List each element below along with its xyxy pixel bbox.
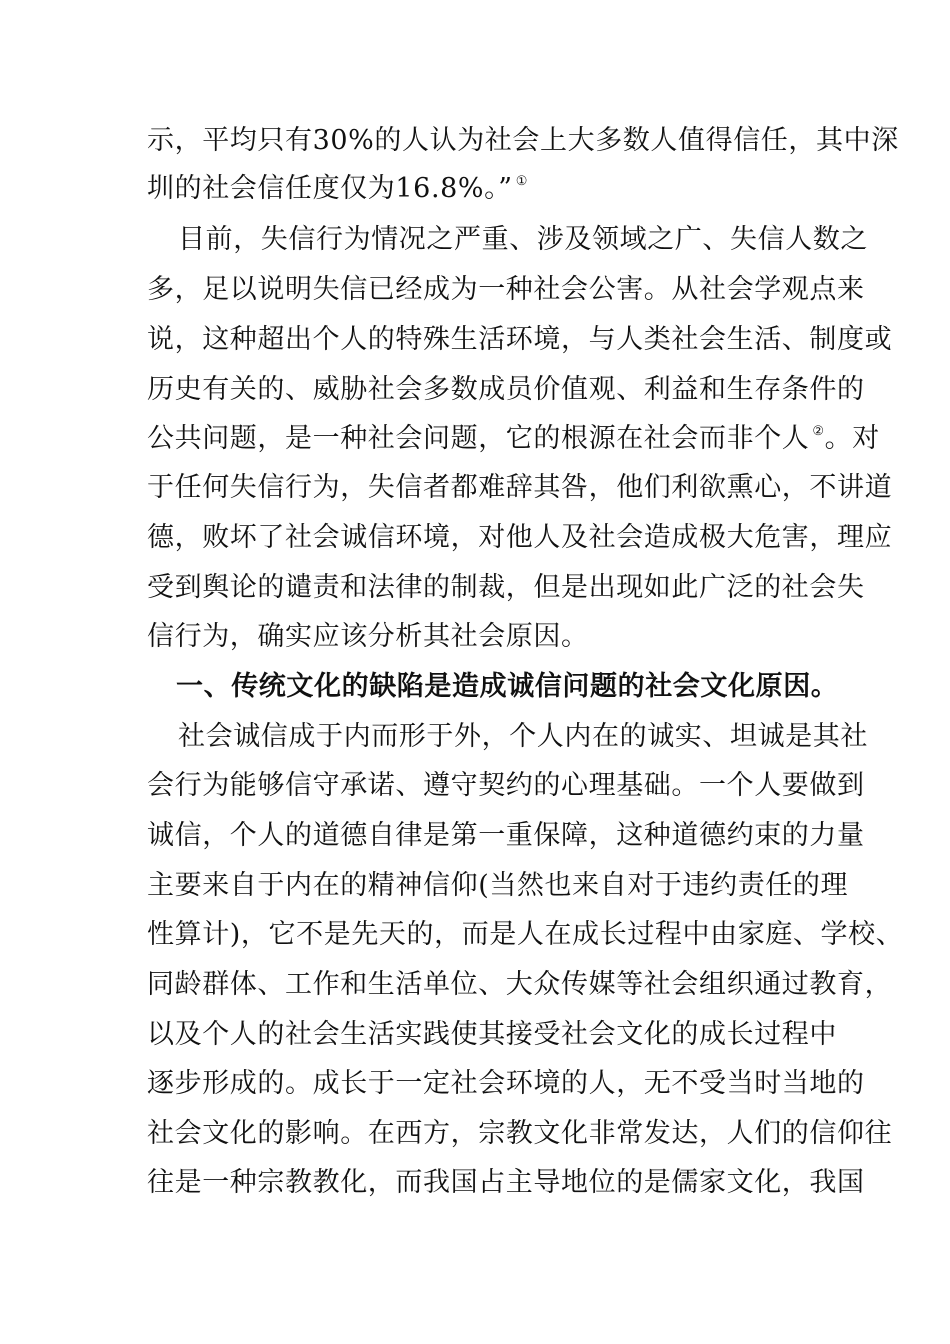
text-line bbox=[147, 1109, 893, 1159]
footnote-ref[interactable]: ① bbox=[515, 174, 528, 189]
text-span: 会行为能够信守承诺、遵守契约的心理基础。一个人要做到 bbox=[147, 770, 865, 801]
text-span: 说，这种超出个人的特殊生活环境，与人类社会生活、制度或 bbox=[147, 324, 893, 355]
footnote-ref[interactable]: ② bbox=[812, 424, 825, 439]
text-line bbox=[178, 712, 868, 762]
text-span: 同龄群体、工作和生活单位、大众传媒等社会组织通过教育， bbox=[147, 969, 893, 1000]
text-span: 目前，失信行为情况之严重、涉及领域之广、失信人数之 bbox=[178, 224, 868, 255]
text-span: 性算计)，它不是先天的，而是人在成长过程中由家庭、学校、 bbox=[147, 919, 904, 950]
section-heading bbox=[176, 662, 839, 712]
text-line bbox=[147, 960, 893, 1010]
text-span: 受到舆论的谴责和法律的制裁，但是出现如此广泛的社会失 bbox=[147, 572, 865, 603]
text-line bbox=[147, 164, 807, 214]
text-line bbox=[147, 1010, 837, 1060]
text-line bbox=[147, 612, 807, 662]
text-span: 社会文化的影响。在西方，宗教文化非常发达，人们的信仰往 bbox=[147, 1118, 893, 1149]
text-span: 主要来自于内在的精神信仰(当然也来自对于违约责任的理 bbox=[147, 870, 849, 901]
text-line bbox=[147, 315, 893, 365]
text-line bbox=[178, 215, 868, 265]
heading-text: 一、传统文化的缺陷是造成诚信问题的社会文化原因。 bbox=[176, 671, 839, 702]
text-line bbox=[147, 265, 865, 315]
text-line bbox=[147, 116, 899, 166]
text-span: 以及个人的社会生活实践使其接受社会文化的成长过程中 bbox=[147, 1019, 837, 1050]
text-span: 。对 bbox=[824, 423, 880, 454]
text-span: 于任何失信行为，失信者都难辞其咎，他们利欲熏心，不讲道 bbox=[147, 472, 893, 503]
text-line bbox=[147, 861, 849, 911]
text-span: 诚信，个人的道德自律是第一重保障，这种道德约束的力量 bbox=[147, 820, 865, 851]
text-line bbox=[147, 365, 865, 415]
text-span: 公共问题，是一种社会问题，它的根源在社会而非个人 bbox=[147, 423, 810, 454]
text-span: 示，平均只有30%的人认为社会上大多数人值得信任，其中深 bbox=[147, 125, 899, 156]
text-span: 逐步形成的。成长于一定社会环境的人，无不受当时当地的 bbox=[147, 1068, 865, 1099]
text-line bbox=[147, 811, 865, 861]
text-line bbox=[147, 414, 880, 464]
text-line bbox=[147, 463, 893, 513]
text-span: 多，足以说明失信已经成为一种社会公害。从社会学观点来 bbox=[147, 274, 865, 305]
text-span: 历史有关的、威胁社会多数成员价值观、利益和生存条件的 bbox=[147, 374, 865, 405]
text-span: 德，败坏了社会诚信环境，对他人及社会造成极大危害，理应 bbox=[147, 522, 893, 553]
text-span: 社会诚信成于内而形于外，个人内在的诚实、坦诚是其社 bbox=[178, 721, 868, 752]
text-line bbox=[147, 761, 865, 811]
text-span: 往是一种宗教教化，而我国占主导地位的是儒家文化，我国 bbox=[147, 1167, 865, 1198]
text-line bbox=[147, 910, 904, 960]
text-line bbox=[147, 563, 865, 613]
text-span: 圳的社会信任度仅为16.8%。” bbox=[147, 173, 513, 204]
text-line bbox=[147, 1059, 865, 1109]
text-span: 信行为，确实应该分析其社会原因。 bbox=[147, 621, 589, 652]
text-line bbox=[147, 513, 893, 563]
text-line bbox=[147, 1158, 865, 1208]
